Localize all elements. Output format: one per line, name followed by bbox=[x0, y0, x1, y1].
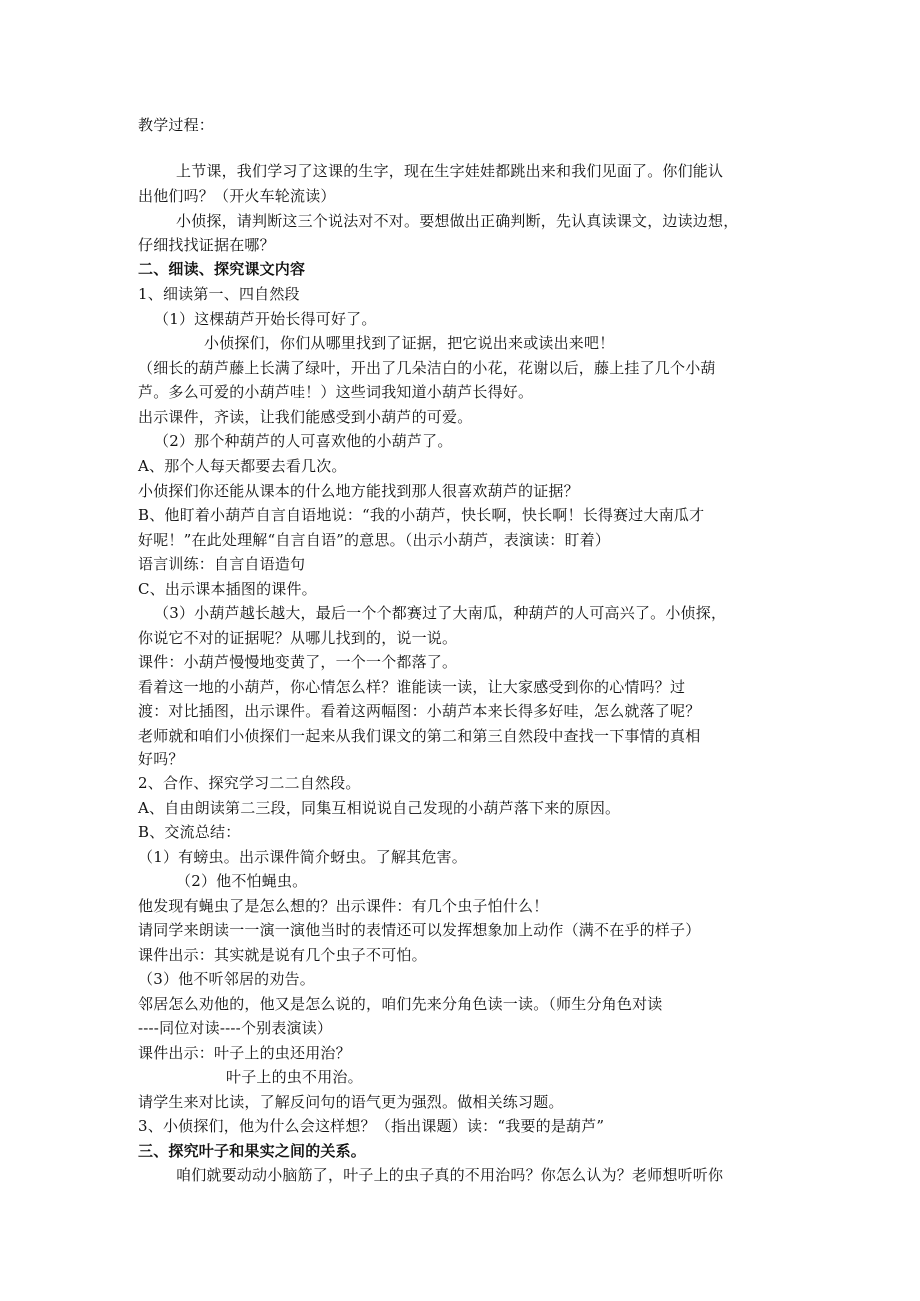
paragraph-line: 出示课件，齐读，让我们能感受到小葫芦的可爱。 bbox=[138, 408, 473, 426]
paragraph-line: 上节课，我们学习了这课的生字，现在生字娃娃都跳出来和我们见面了。你们能认 bbox=[176, 162, 724, 180]
paragraph-line: 出他们吗？（开火车轮流读） bbox=[138, 187, 336, 205]
subheading-line: 1、细读第一、四自然段 bbox=[138, 285, 300, 303]
paragraph-line: 咱们就要动动小脑筋了，叶子上的虫子真的不用治吗？你怎么认为？老师想听听你 bbox=[176, 1166, 724, 1184]
paragraph-line: （细长的葫芦藤上长满了绿叶，开出了几朵洁白的小花，花谢以后，藤上挂了几个小葫 bbox=[138, 359, 716, 377]
paragraph-line: 仔细找找证据在哪？ bbox=[138, 236, 275, 254]
paragraph-line: B、他盯着小葫芦自言自语地说：“我的小葫芦，快长啊，快长啊！长得赛过大南瓜才 bbox=[138, 506, 705, 524]
paragraph-line: 你说它不对的证据呢？从哪儿找到的，说一说。 bbox=[138, 629, 458, 647]
paragraph-line: 3、小侦探们，他为什么会这样想？（指出课题）读：“我要的是葫芦” bbox=[138, 1117, 605, 1135]
paragraph-line: 小侦探，请判断这三个说法对不对。要想做出正确判断，先认真读课文，边读边想， bbox=[176, 212, 739, 230]
paragraph-line: 课件：小葫芦慢慢地变黄了，一个一个都落了。 bbox=[138, 653, 458, 671]
paragraph-line: 请学生来对比读，了解反问句的语气更为强烈。做相关练习题。 bbox=[138, 1093, 564, 1111]
paragraph-line: （1）有螃虫。出示课件简介蚜虫。了解其危害。 bbox=[138, 848, 467, 866]
paragraph-line: （3）他不听邻居的劝告。 bbox=[138, 970, 315, 988]
paragraph-line: 好吗？ bbox=[138, 750, 184, 768]
paragraph-line: （3）小葫芦越长越大，最后一个个都赛过了大南瓜，种葫芦的人可高兴了。小侦探， bbox=[154, 604, 727, 622]
paragraph-line: （2）他不怕蝇虫。 bbox=[176, 872, 308, 890]
paragraph-line: （1）这棵葫芦开始长得可好了。 bbox=[154, 310, 377, 328]
subheading-line: 2、合作、探究学习二二自然段。 bbox=[138, 774, 361, 792]
paragraph-line: 好呢！”在此处理解“自言自语”的意思。（出示小葫芦，表演读：盯着） bbox=[138, 531, 611, 549]
paragraph-line: A、自由朗读第二三段，同集互相说说自己发现的小葫芦落下来的原因。 bbox=[138, 799, 621, 817]
paragraph-line: 请同学来朗读一一演一演他当时的表情还可以发挥想象加上动作（满不在乎的样子） bbox=[138, 921, 701, 939]
paragraph-line: 他发现有蝇虫了是怎么想的？出示课件：有几个虫子怕什么！ bbox=[138, 897, 549, 915]
paragraph-line: 小侦探们你还能从课本的什么地方能找到那人很喜欢葫芦的证据？ bbox=[138, 482, 579, 500]
paragraph-line: C、出示课本插图的课件。 bbox=[138, 580, 317, 598]
paragraph-line: 看着这一地的小葫芦，你心情怎么样？谁能读一读，让大家感受到你的心情吗？过 bbox=[138, 678, 686, 696]
paragraph-line: 课件出示：其实就是说有几个虫子不可怕。 bbox=[138, 946, 427, 964]
paragraph-line: 小侦探们，你们从哪里找到了证据，把它说出来或读出来吧！ bbox=[204, 334, 615, 352]
paragraph-line: （2）那个种葫芦的人可喜欢他的小葫芦了。 bbox=[154, 432, 453, 450]
paragraph-line: 语言训练：自言自语造句 bbox=[138, 555, 306, 573]
paragraph-line: 课件出示：叶子上的虫还用治？ bbox=[138, 1044, 351, 1062]
section-heading-teaching-process: 教学过程： bbox=[138, 116, 215, 134]
paragraph-line: A、那个人每天都要去看几次。 bbox=[138, 457, 347, 475]
paragraph-line: 叶子上的虫不用治。 bbox=[226, 1068, 363, 1086]
section-heading-2: 二、细读、探究课文内容 bbox=[138, 260, 306, 278]
paragraph-line: 邻居怎么劝他的，他又是怎么说的，咱们先来分角色读一读。（师生分角色对读 bbox=[138, 995, 663, 1013]
paragraph-line: 老师就和咱们小侦探们一起来从我们课文的第二和第三自然段中查找一下事情的真相 bbox=[138, 727, 701, 745]
paragraph-line: ----同位对读----个别表演读） bbox=[138, 1019, 333, 1037]
paragraph-line: 渡：对比插图，出示课件。看着这两幅图：小葫芦本来长得多好哇，怎么就落了呢？ bbox=[138, 702, 701, 720]
paragraph-line: B、交流总结： bbox=[138, 823, 241, 841]
paragraph-line: 芦。多么可爱的小葫芦哇！）这些词我知道小葫芦长得好。 bbox=[138, 383, 534, 401]
section-heading-3: 三、探究叶子和果实之间的关系。 bbox=[138, 1142, 367, 1160]
